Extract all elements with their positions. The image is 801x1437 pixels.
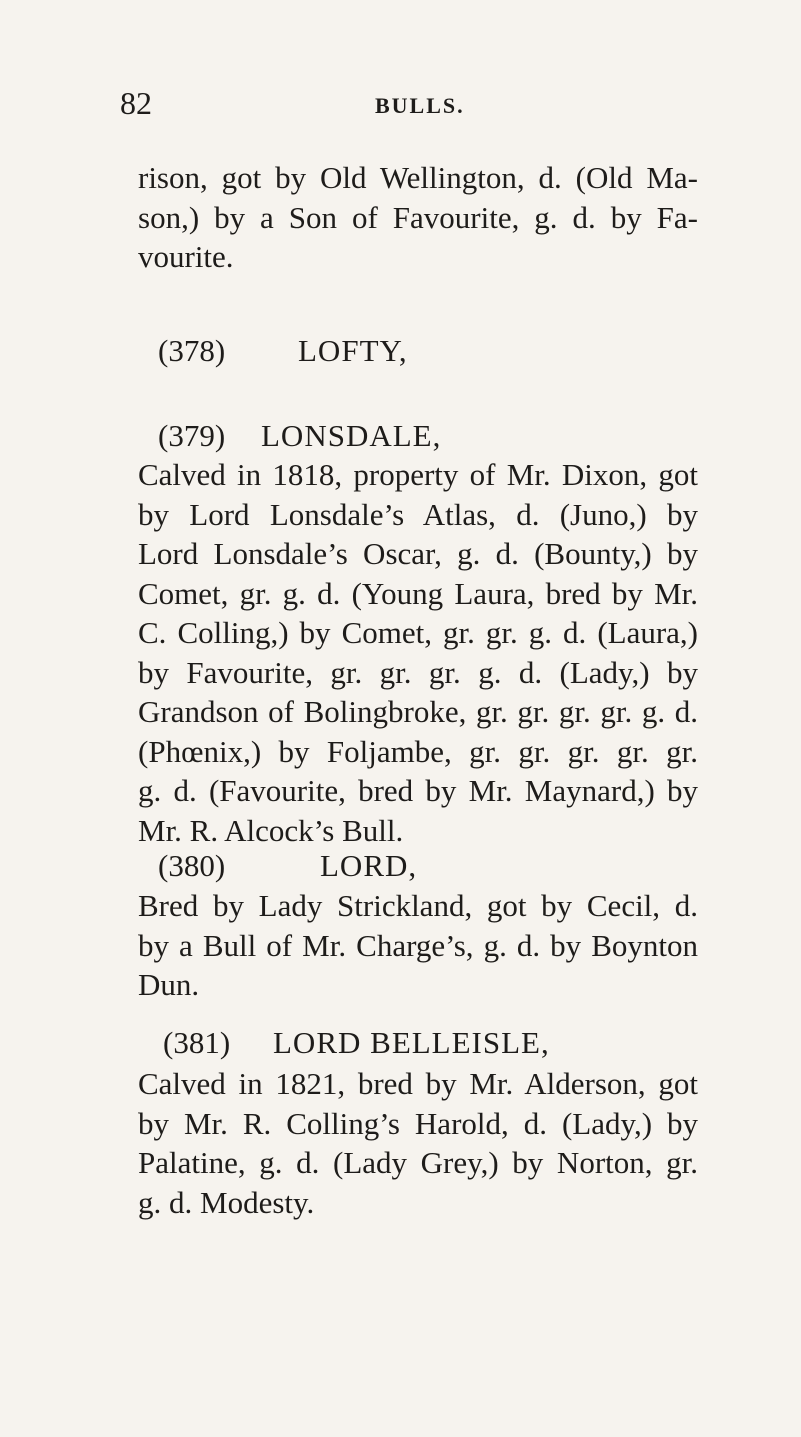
text-line: Dun. [138,967,200,1002]
text-line: son,) by a Son of Favourite, g. d. by Fa- [138,199,698,235]
text-line: g. d. Modesty. [138,1184,315,1220]
text-line: by Lord Lonsdale’s Atlas, d. (Juno,) by [138,496,698,532]
page-number: 82 [120,85,152,121]
entry-body-381 [138,1064,698,1222]
text-line: Bred by Lady Strickland, got by Cecil, d. [138,888,698,923]
running-head: BULLS. [375,93,465,118]
text-line: Palatine, g. d. (Lady Grey,) by Norton, gr. [138,1145,698,1180]
entry-name: LOFTY, [298,333,408,368]
text-line: Comet, gr. g. d. (Young Laura, bred by Mr. [138,575,698,611]
entry-number: (378) [158,333,226,368]
text-line: rison, got by Old Wellington, d. (Old Ma- [138,160,698,195]
text-line: vourite. [138,239,234,274]
continuation-paragraph [138,158,698,277]
text-line: Calved in 1821, bred by Mr. Alderson, got [138,1066,698,1101]
entry-number: (379) [158,418,226,453]
text-line: C. Colling,) by Comet, gr. gr. g. d. (Laura,) [138,615,698,650]
text-line: g. d. (Favourite, bred by Mr. Maynard,) by [138,773,698,808]
text-line: by a Bull of Mr. Charge’s, g. d. by Boynton [138,927,698,963]
entry-name: LORD BELLEISLE, [273,1025,550,1060]
entry-name: LONSDALE, [261,418,442,453]
entry-number: (380) [158,848,226,883]
entry-body-380 [138,886,698,1005]
text-line: Lord Lonsdale’s Oscar, g. d. (Bounty,) by [138,536,698,571]
text-line: Calved in 1818, property of Mr. Dixon, got [138,457,698,492]
entry-name: LORD, [320,848,418,883]
entry-number: (381) [163,1025,231,1060]
text-line: by Mr. R. Colling’s Harold, d. (Lady,) by [138,1105,698,1141]
text-line: Mr. R. Alcock’s Bull. [138,812,404,848]
entry-body-379 [138,455,698,850]
text-line: by Favourite, gr. gr. gr. g. d. (Lady,) by [138,654,698,690]
text-line: (Phœnix,) by Foljambe, gr. gr. gr. gr. gr. [138,733,698,769]
page-header [120,85,720,125]
text-line: Grandson of Bolingbroke, gr. gr. gr. gr. g. d. [138,694,698,729]
